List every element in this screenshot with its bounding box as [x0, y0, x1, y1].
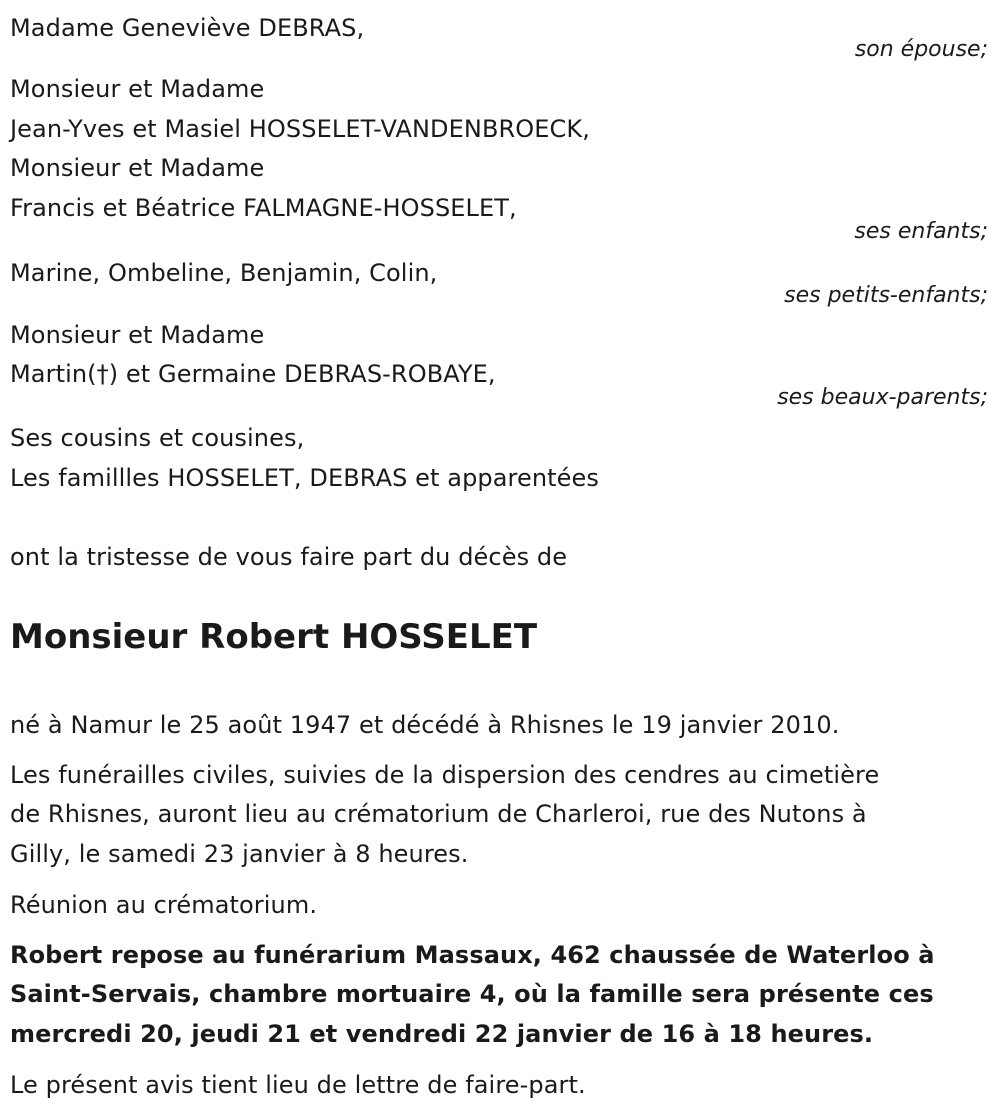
children-line: Monsieur et Madame: [10, 154, 265, 182]
grandchildren: Marine, Ombeline, Benjamin, Colin,: [10, 259, 438, 287]
announcement: ont la tristesse de vous faire part du décès de: [10, 543, 568, 571]
children-line: Jean-Yves et Masiel HOSSELET-VANDENBROECK,: [10, 115, 590, 143]
spouse-name: Madame Geneviève DEBRAS,: [10, 14, 365, 42]
parents-in-law-line: Monsieur et Madame: [10, 321, 265, 349]
footer-note: Le présent avis tient lieu de lettre de faire-part.: [10, 1071, 586, 1099]
children-line: Francis et Béatrice FALMAGNE-HOSSELET,: [10, 194, 517, 222]
funeral-line: Gilly, le samedi 23 janvier à 8 heures.: [10, 840, 469, 868]
visitation-line: Saint-Servais, chambre mortuaire 4, où la famille sera présente ces: [10, 980, 934, 1008]
visitation-line: Robert repose au funérarium Massaux, 462 chaussée de Waterloo à: [10, 941, 935, 969]
parents-in-law-role: ses beaux-parents;: [777, 385, 988, 410]
grandchildren-role: ses petits-enfants;: [784, 283, 988, 308]
children-role: ses enfants;: [854, 219, 988, 244]
visitation-line: mercredi 20, jeudi 21 et vendredi 22 janvier de 16 à 18 heures.: [10, 1020, 874, 1048]
children-line: Monsieur et Madame: [10, 75, 265, 103]
others-line: Ses cousins et cousines,: [10, 424, 305, 452]
funeral-line: Les funérailles civiles, suivies de la dispersion des cendres au cimetière: [10, 761, 880, 789]
funeral-line: de Rhisnes, auront lieu au crématorium de Charleroi, rue des Nutons à: [10, 800, 867, 828]
deceased-name: Monsieur Robert HOSSELET: [10, 617, 538, 657]
birth-death: né à Namur le 25 août 1947 et décédé à Rhisnes le 19 janvier 2010.: [10, 711, 840, 739]
parents-in-law-line: Martin(†) et Germaine DEBRAS-ROBAYE,: [10, 360, 496, 388]
others-line: Les famillles HOSSELET, DEBRAS et apparentées: [10, 464, 600, 492]
meeting: Réunion au crématorium.: [10, 891, 318, 919]
spouse-role: son épouse;: [854, 37, 988, 62]
